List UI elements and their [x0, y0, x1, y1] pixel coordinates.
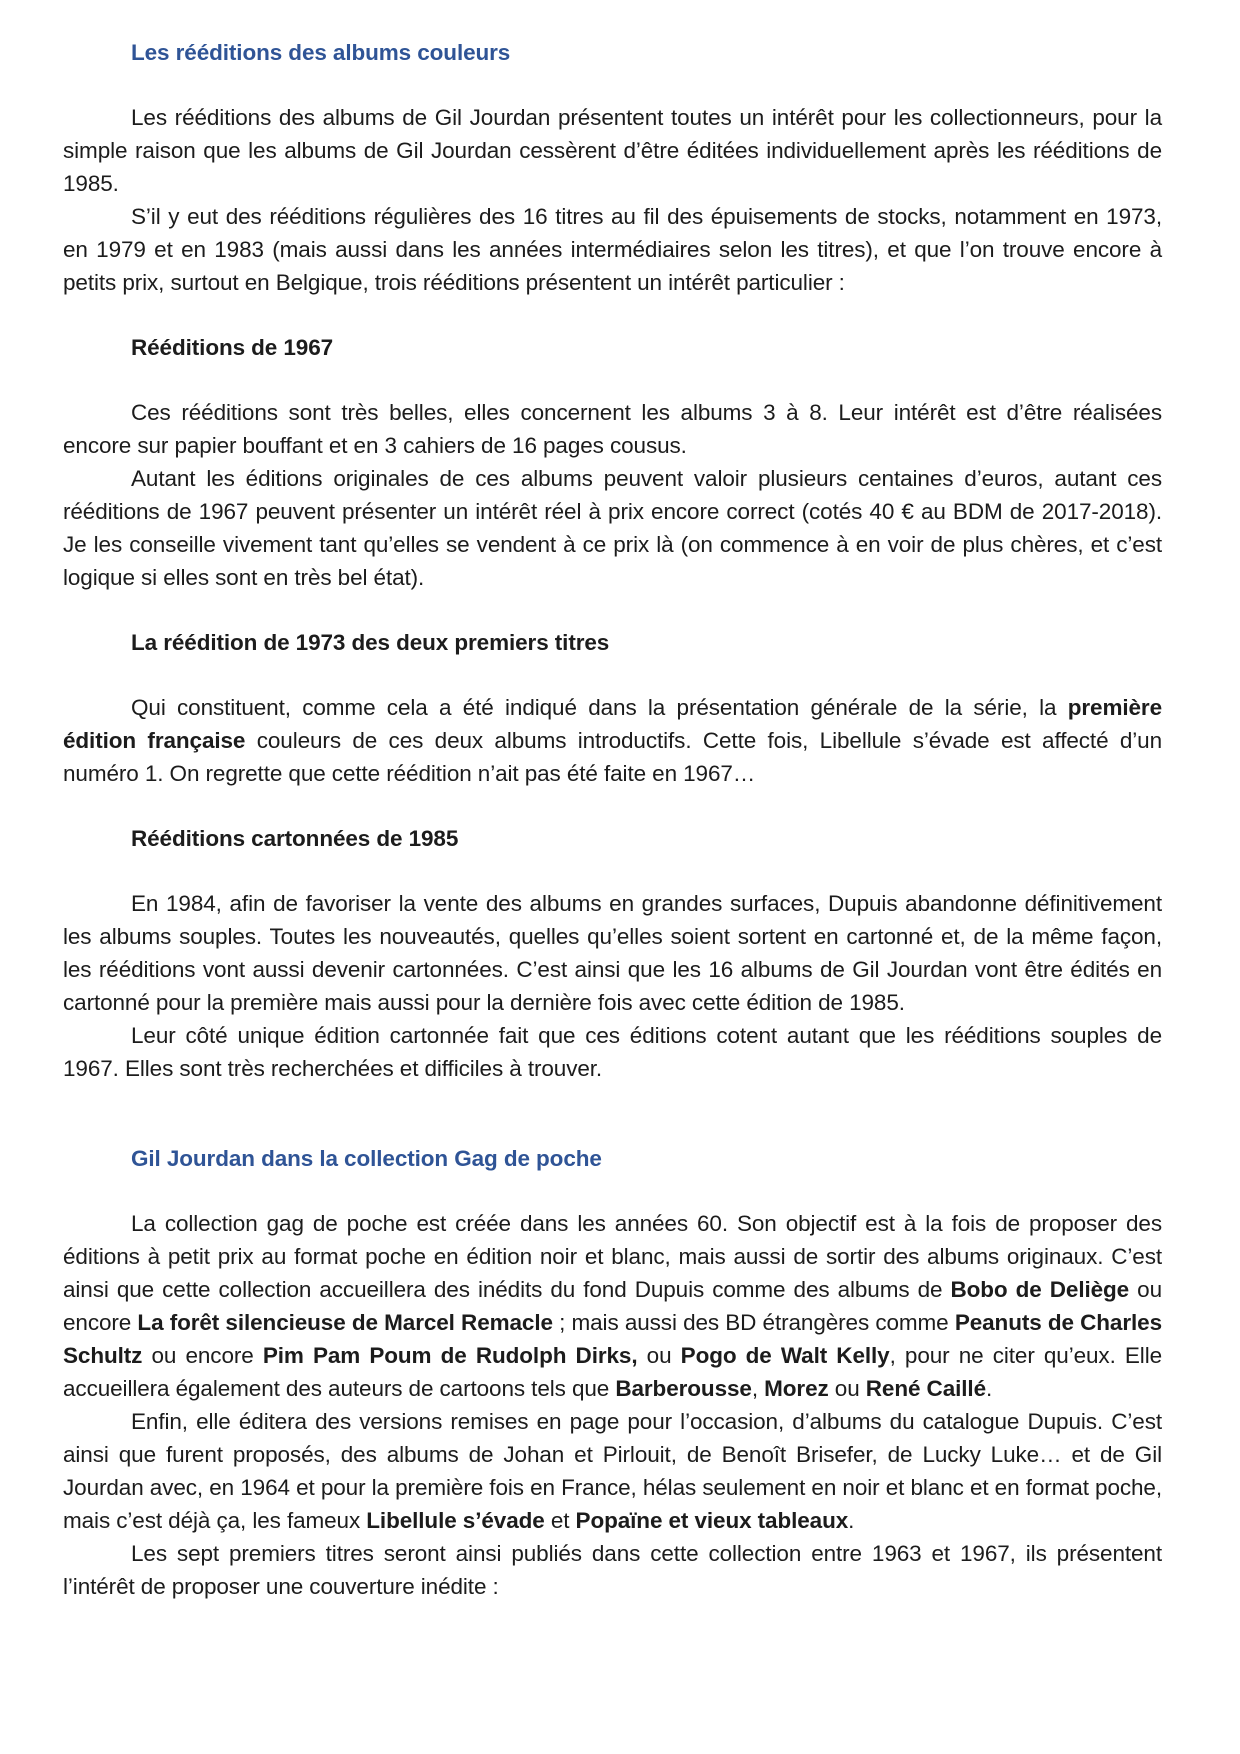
sub-heading — [63, 626, 1162, 659]
text-run: ou encore — [142, 1343, 263, 1368]
text-run: Qui constituent, comme cela a été indiqué dans la présentation générale de la série, la — [131, 695, 1068, 720]
text-run: Rééditions de 1967 — [131, 335, 334, 360]
text-run: Gil Jourdan dans la collection Gag de poche — [131, 1146, 602, 1171]
section-heading — [63, 1142, 1162, 1175]
text-run: Enfin, elle éditera des versions remises en page pour l’occasion, d’albums du catalogue Dupuis. C’est ainsi que furent proposés, des albums de Johan et Pirlouit, de Benoît Brisefer, de Lucky Luke… et de Gil Jourdan avec, en 1964 et pour la première fois en France, hélas seulement en noir et blanc et en format poche, mais c’est déjà ça, les fameux — [63, 1409, 1162, 1533]
bold-text-run: Pim Pam Poum de Rudolph Dirks, — [262, 1343, 638, 1368]
text-run: , pour ne citer qu’eux. Elle accueillera également des auteurs de cartoons tels que — [63, 1343, 1163, 1401]
bold-text-run: Morez — [764, 1376, 829, 1401]
text-run: couleurs de ces deux albums introductifs. Cette fois, Libellule s’évade est affecté d’un numéro 1. On regrette que cette réédition n’ait pas été faite en 1967… — [63, 728, 1163, 786]
paragraph — [63, 1207, 1162, 1405]
paragraph — [63, 1405, 1162, 1537]
text-run: ; mais aussi des BD étrangères comme — [552, 1310, 955, 1335]
text-run: S’il y eut des rééditions régulières des 16 titres au fil des épuisements de stocks, notamment en 1973, en 1979 et en 1983 (mais aussi dans les années intermédiaires selon les titres), et que l’on trouve encore à petits prix, surtout en Belgique, trois rééditions présentent un intérêt particulier : — [63, 204, 1162, 295]
paragraph — [63, 462, 1162, 594]
text-run: ou — [637, 1343, 681, 1368]
bold-text-run: première édition française — [63, 695, 1162, 753]
text-run: . — [985, 1376, 993, 1401]
bold-text-run: Libellule s’évade — [366, 1508, 545, 1533]
bold-text-run: René Caillé — [865, 1376, 986, 1401]
sub-heading — [63, 822, 1162, 855]
text-run: ou encore — [63, 1277, 1163, 1335]
text-run: La réédition de 1973 des deux premiers titres — [131, 630, 610, 655]
paragraph — [63, 396, 1162, 462]
bold-text-run: Peanuts de Charles Schultz — [63, 1310, 1162, 1368]
text-run: Autant les éditions originales de ces albums peuvent valoir plusieurs centaines d’euros, autant ces rééditions de 1967 peuvent présenter un intérêt réel à prix encore correct (cotés 40 € au BDM de 2017-2018). Je les conseille vivement tant qu’elles se vendent à ce prix là (on commence à en voir de plus chères, et c’est logique si elles sont en très bel état). — [63, 466, 1162, 590]
text-run: . — [848, 1508, 855, 1533]
paragraph — [63, 101, 1162, 200]
paragraph — [63, 691, 1162, 790]
bold-text-run: Bobo de Deliège — [950, 1277, 1130, 1302]
text-run: ou — [828, 1376, 866, 1401]
bold-text-run: Barberousse — [615, 1376, 752, 1401]
section-heading — [63, 36, 1162, 69]
paragraph — [63, 887, 1162, 1019]
text-run: , — [751, 1376, 765, 1401]
text-run: Ces rééditions sont très belles, elles concernent les albums 3 à 8. Leur intérêt est d’être réalisées encore sur papier bouffant et en 3 cahiers de 16 pages cousus. — [63, 400, 1162, 458]
text-run: Leur côté unique édition cartonnée fait que ces éditions cotent autant que les rééditions souples de 1967. Elles sont très recherchées et difficiles à trouver. — [63, 1023, 1162, 1081]
text-run: La collection gag de poche est créée dans les années 60. Son objectif est à la fois de proposer des éditions à petit prix au format poche en édition noir et blanc, mais aussi de sortir des albums originaux. C’est ainsi que cette collection accueillera des inédits du fond Dupuis comme des albums de — [63, 1211, 1162, 1302]
bold-text-run: Pogo de Walt Kelly — [680, 1343, 890, 1368]
sub-heading — [63, 331, 1162, 364]
paragraph — [63, 1019, 1162, 1085]
paragraph — [63, 1537, 1162, 1603]
bold-text-run: La forêt silencieuse de Marcel Remacle — [137, 1310, 553, 1335]
text-run: Rééditions cartonnées de 1985 — [131, 826, 459, 851]
bold-text-run: Popaïne et vieux tableaux — [575, 1508, 849, 1533]
text-run: et — [544, 1508, 576, 1533]
text-run: Les rééditions des albums de Gil Jourdan présentent toutes un intérêt pour les collectionneurs, pour la simple raison que les albums de Gil Jourdan cessèrent d’être éditées individuellement après les rééditions de 1985. — [63, 105, 1162, 196]
text-run: Les rééditions des albums couleurs — [131, 40, 511, 65]
text-run: En 1984, afin de favoriser la vente des albums en grandes surfaces, Dupuis abandonne définitivement les albums souples. Toutes les nouveautés, quelles qu’elles soient sortent en cartonné et, de la même façon, les rééditions vont aussi devenir cartonnées. C’est ainsi que les 16 albums de Gil Jourdan vont être édités en cartonné pour la première mais aussi pour la dernière fois avec cette édition de 1985. — [63, 891, 1162, 1015]
paragraph — [63, 200, 1162, 299]
text-run: Les sept premiers titres seront ainsi publiés dans cette collection entre 1963 et 1967, ils présentent l’intérêt de proposer une couverture inédite : — [63, 1541, 1162, 1599]
